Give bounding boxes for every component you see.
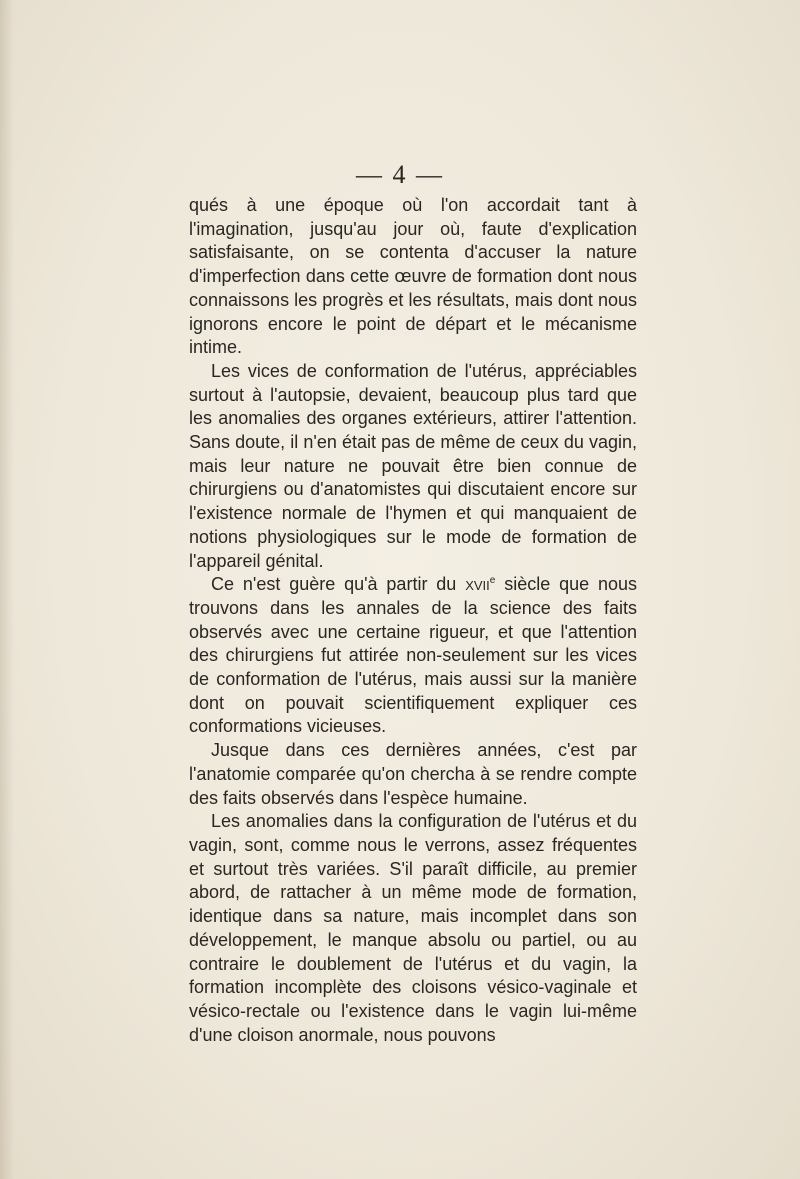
century-superscript: e (489, 575, 496, 587)
paragraph-3-start: Ce n'est guère qu'à partir du (211, 574, 466, 595)
page-number: — 4 — (356, 160, 444, 189)
body-text (189, 194, 637, 1047)
century-numeral: xvii (465, 574, 490, 595)
paragraph-2: Les vices de conformation de l'utérus, appréciables surtout à l'autopsie, devaient, beaucoup plus tard que les anomalies des organes extérieurs, attirer l'attention. Sans doute, il n'en était pas de même de ceux du vagin, mais leur nature ne pouvait être bien connue de chirurgiens ou d'anatomistes qui discutaient encore sur l'existence normale de l'hymen et qui manquaient de notions physiologiques sur le mode de formation de l'appareil génital. (189, 360, 637, 571)
paragraph-3-end: siècle que nous trouvons dans les annales de la science des faits observés avec une certaine rigueur, et que l'attention des chirurgiens fut attirée non-seulement sur les vices de conformation de l'utérus, mais aussi sur la manière dont on pouvait scientifiquement expliquer ces conformations vicieuses. (189, 574, 637, 737)
paragraph-3 (189, 573, 637, 739)
paragraph-5: Les anomalies dans la configuration de l'utérus et du vagin, sont, comme nous le verrons, assez fréquentes et surtout très variées. S'il paraît difficile, au premier abord, de rattacher à un même mode de formation, identique dans sa nature, mais incomplet dans son développement, le manque absolu ou partiel, ou au contraire le doublement de l'utérus et du vagin, la formation incomplète des cloisons vésico-vaginale et vésico-rectale ou l'existence dans le vagin lui-même d'une cloison anormale, nous pouvons (189, 811, 637, 1045)
paragraph-4: Jusque dans ces dernières années, c'est par l'anatomie comparée qu'on chercha à se rendre compte des faits observés dans l'espèce humaine. (189, 740, 637, 808)
paragraph-1: qués à une époque où l'on accordait tant à l'imagination, jusqu'au jour où, faute d'explication satisfaisante, on se contenta d'accuser la nature d'imperfection dans cette œuvre de formation dont nous connaissons les progrès et les résultats, mais dont nous ignorons encore le point de départ et le mécanisme intime. (189, 195, 637, 358)
